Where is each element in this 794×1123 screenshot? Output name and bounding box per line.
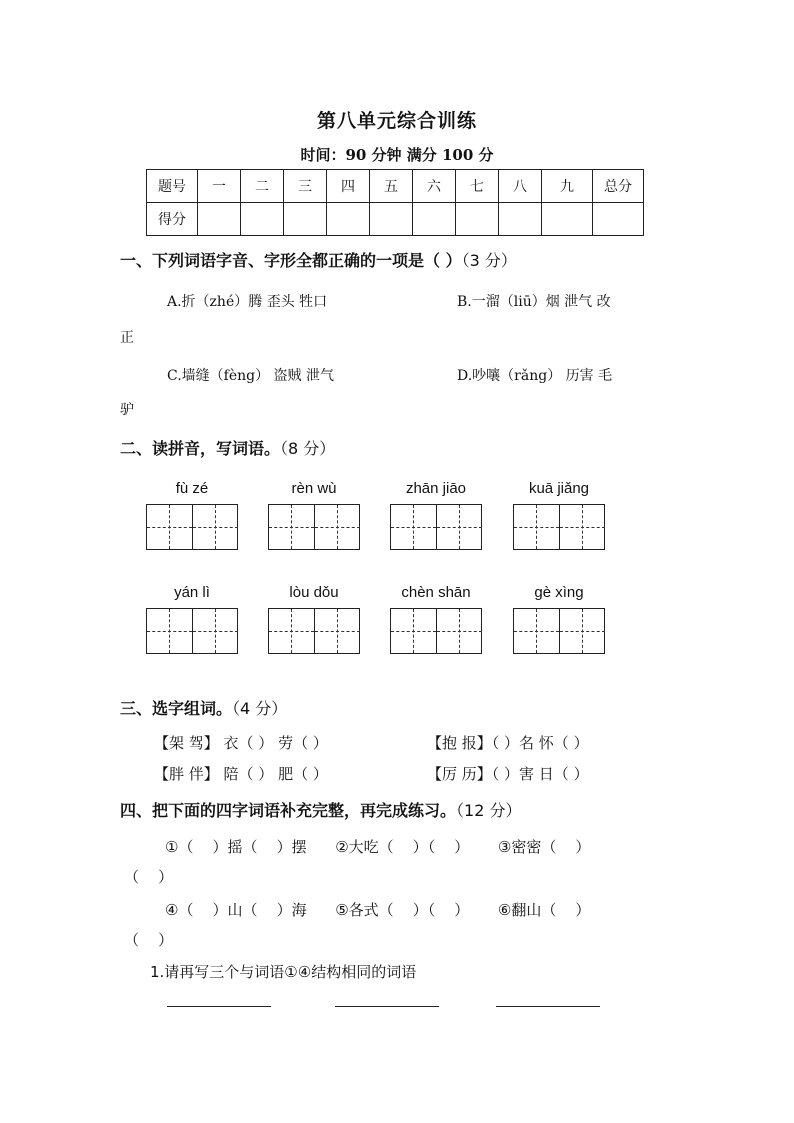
question-3-heading bbox=[120, 696, 287, 719]
question-4-points: （12 分） bbox=[456, 801, 522, 820]
word-choice-row[interactable]: 【厉 历】（ ）害 日（ ） bbox=[427, 765, 589, 783]
question-3-text: 三、选字组词。 bbox=[120, 699, 233, 718]
score-table-score-row bbox=[147, 203, 644, 236]
writing-grid[interactable] bbox=[390, 608, 482, 654]
idiom-line[interactable]: ①（ ）摇（ ）摆 ②大吃（ ）（ ） ③密密（ ） bbox=[165, 838, 591, 856]
option-b[interactable]: B.一溜（liū）烟 泄气 改 bbox=[457, 294, 611, 310]
question-3-points: （4 分） bbox=[232, 699, 288, 718]
score-input-cell[interactable] bbox=[198, 203, 241, 236]
writing-grid[interactable] bbox=[146, 608, 238, 654]
score-table-cell: 五 bbox=[370, 170, 413, 203]
pinyin-label: kuā jiǎng bbox=[528, 480, 590, 497]
pinyin-label: rèn wù bbox=[291, 480, 337, 497]
score-table-cell: 六 bbox=[413, 170, 456, 203]
score-input-cell[interactable] bbox=[542, 203, 593, 236]
score-table-cell: 总分 bbox=[593, 170, 644, 203]
answer-blank[interactable] bbox=[167, 1006, 271, 1007]
option-b-wrap: 正 bbox=[120, 330, 134, 346]
writing-grid[interactable] bbox=[268, 608, 360, 654]
question-2-points: （8 分） bbox=[280, 439, 336, 458]
score-input-cell[interactable] bbox=[327, 203, 370, 236]
writing-grid[interactable] bbox=[513, 608, 605, 654]
question-2-heading bbox=[120, 436, 335, 459]
question-4-heading bbox=[120, 798, 521, 821]
option-d[interactable]: D.吵嚷（rǎng） 历害 毛 bbox=[457, 368, 613, 384]
score-table-cell: 得分 bbox=[147, 203, 198, 236]
idiom-line-wrap[interactable]: （ ） bbox=[124, 931, 174, 949]
word-choice-row[interactable]: 【抱 报】（ ）名 怀（ ） bbox=[427, 734, 589, 752]
answer-blank[interactable] bbox=[496, 1006, 600, 1007]
writing-grid[interactable] bbox=[146, 504, 238, 550]
idiom-line-wrap[interactable]: （ ） bbox=[124, 868, 174, 886]
pinyin-label: yán lì bbox=[174, 584, 210, 601]
writing-grid[interactable] bbox=[268, 504, 360, 550]
score-input-cell[interactable] bbox=[413, 203, 456, 236]
exam-info: 时间：90 分钟 满分 100 分 bbox=[300, 146, 494, 164]
score-table-header-row bbox=[147, 170, 644, 203]
score-table-cell: 题号 bbox=[147, 170, 198, 203]
score-input-cell[interactable] bbox=[370, 203, 413, 236]
pinyin-label: chèn shān bbox=[401, 584, 471, 601]
writing-grid[interactable] bbox=[513, 504, 605, 550]
option-c[interactable]: C.墙缝（fèng） 盗贼 泄气 bbox=[167, 368, 335, 384]
option-d-wrap: 驴 bbox=[120, 402, 134, 418]
score-input-cell[interactable] bbox=[284, 203, 327, 236]
score-input-cell[interactable] bbox=[241, 203, 284, 236]
pinyin-label: fù zé bbox=[175, 480, 209, 497]
score-input-cell[interactable] bbox=[456, 203, 499, 236]
question-1-heading bbox=[120, 248, 517, 271]
pinyin-label: zhān jiāo bbox=[405, 480, 467, 497]
score-table bbox=[146, 169, 644, 236]
answer-blank[interactable] bbox=[335, 1006, 439, 1007]
pinyin-label: lòu dǒu bbox=[289, 584, 339, 601]
question-1-text: 一、下列词语字音、字形全都正确的一项是（ ） bbox=[120, 251, 462, 270]
score-table-cell: 七 bbox=[456, 170, 499, 203]
score-table-cell: 四 bbox=[327, 170, 370, 203]
page-title: 第八单元综合训练 bbox=[316, 110, 477, 132]
word-choice-row[interactable]: 【胖 伴】 陪（ ） 肥（ ） bbox=[154, 765, 328, 783]
score-table-cell: 八 bbox=[499, 170, 542, 203]
score-table-cell: 二 bbox=[241, 170, 284, 203]
word-choice-row[interactable]: 【架 驾】 衣（ ） 劳（ ） bbox=[154, 734, 328, 752]
pinyin-label: gè xìng bbox=[534, 584, 584, 601]
score-input-cell[interactable] bbox=[499, 203, 542, 236]
option-a[interactable]: A.折（zhé）腾 歪头 牲口 bbox=[167, 294, 328, 310]
question-1-points: （3 分） bbox=[461, 251, 517, 270]
question-4-text: 四、把下面的四字词语补充完整，再完成练习。 bbox=[120, 801, 457, 820]
score-input-cell[interactable] bbox=[593, 203, 644, 236]
score-table-cell: 九 bbox=[542, 170, 593, 203]
writing-grid[interactable] bbox=[390, 504, 482, 550]
sub-question-1: 1.请再写三个与词语①④结构相同的词语 bbox=[150, 963, 417, 981]
question-2-text: 二、读拼音，写词语。 bbox=[120, 439, 281, 458]
score-table-cell: 三 bbox=[284, 170, 327, 203]
idiom-line[interactable]: ④（ ）山（ ）海 ⑤各式（ ）（ ） ⑥翻山（ ） bbox=[165, 901, 591, 919]
score-table-cell: 一 bbox=[198, 170, 241, 203]
